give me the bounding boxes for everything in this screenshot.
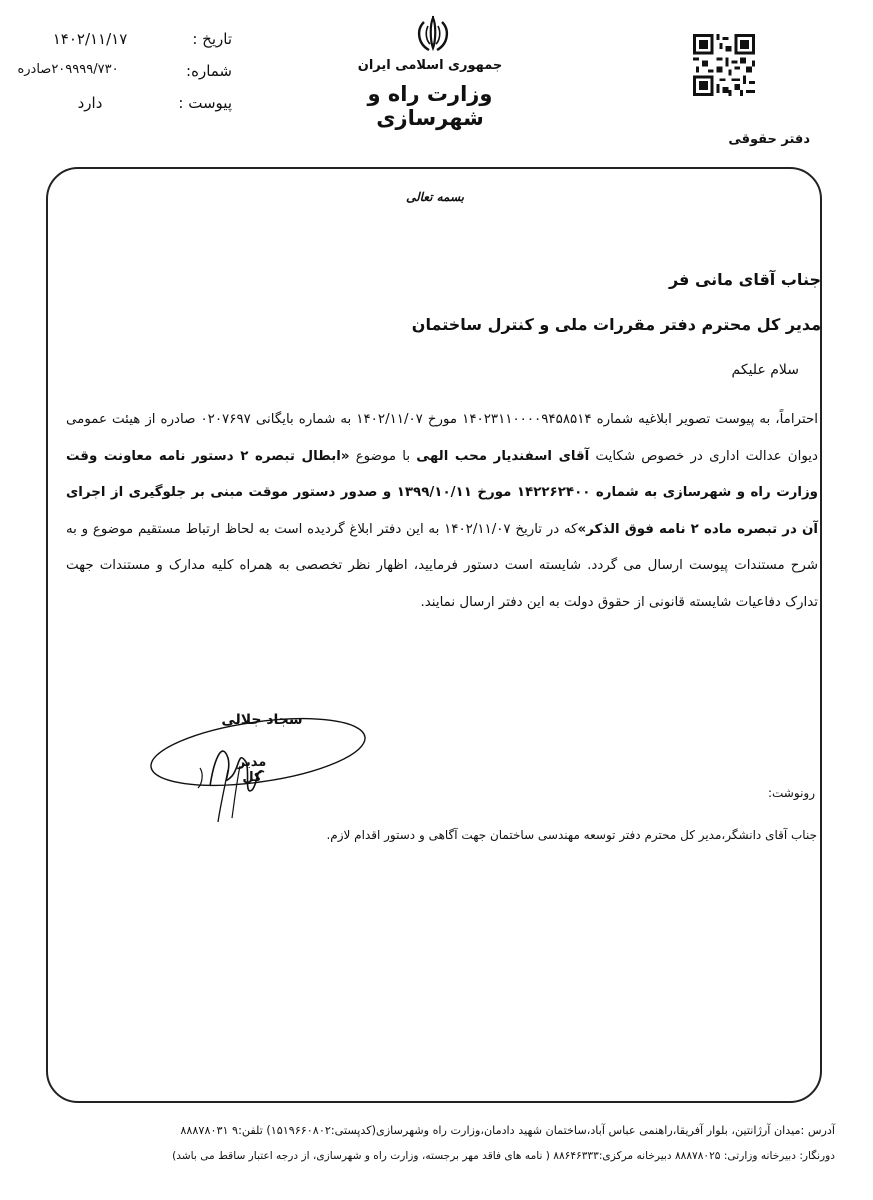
attachment-label: پیوست : — [178, 94, 232, 112]
footer-fax: دورنگار: دبیرخانه وزارتی: ۸۸۸۷۸۰۲۵ دبیرخانه مرکزی:۸۸۶۴۶۳۳۳ ( نامه های فاقد مهر برجسته، وزارت راه و شهرسازی، از درجه اعتبار ساقط می باشد) — [172, 1150, 835, 1162]
recipient-title: مدیر کل محترم دفتر مقررات ملی و کنترل ساختمان — [411, 315, 821, 334]
office-name: دفتر حقوقی — [728, 132, 810, 147]
number-value: ۲۰۹۹۹۹/۷۳۰صادره — [17, 62, 119, 77]
footer-address: آدرس :میدان آرژانتین، بلوار آفریقا،راهنمی عباس آباد،ساختمان شهید دادمان،وزارت راه وشهرسازی(کدپستی:۱۵۱۹۶۶۰۸۰۲) تلفن:۹ ۸۸۸۷۸۰۳۱ — [180, 1124, 835, 1137]
ministry-title: وزارت راه و شهرسازی — [367, 82, 493, 130]
cc-label: رونوشت: — [767, 786, 815, 800]
letter-frame — [46, 167, 822, 1103]
qr-code-icon — [693, 34, 755, 96]
letter-body — [66, 402, 818, 622]
attachment-value: دارد — [77, 94, 103, 112]
date-value: ۱۴۰۲/۱۱/۱۷ — [52, 30, 128, 48]
republic-title: جمهوری اسلامی ایران — [357, 58, 503, 73]
subject-text: «ابطال تبصره ۲ دستور نامه معاونت وقت وزارت راه و شهرسازی به شماره ۱۴۲۲۶۲۴۰۰ مورخ ۱۳۹۹/۱۰/۱۱ و صدور دستور موقت مبنی بر جلوگیری از اجرای آن در تبصره ماده ۲ نامه فوق الذکر» — [66, 448, 818, 537]
date-row — [30, 30, 270, 56]
signer-title: مدیر کل — [237, 755, 267, 785]
complainant-name: آقای اسفندیار محب الهی — [416, 448, 590, 464]
number-row — [17, 62, 270, 88]
date-label: تاریخ : — [192, 30, 232, 48]
signer-name: سجاد جلالی — [221, 712, 303, 728]
body-text-1: احتراماً، به پیوست تصویر ابلاغیه شماره ۱۴۰۲۳۱۱۰۰۰۰۹۴۵۸۵۱۴ مورخ ۱۴۰۲/۱۱/۰۷ به شماره بایگانی ۰۲۰۷۶۹۷ صادره از هیئت عمومی دیوان عدالت اداری در خصوص شکایت — [66, 412, 819, 464]
greeting: سلام علیکم — [731, 362, 799, 378]
iran-emblem-icon — [410, 14, 456, 54]
cc-text: جناب آقای دانشگر،مدیر کل محترم دفتر توسعه مهندسی ساختمان جهت آگاهی و دستور اقدام لازم. — [326, 828, 817, 842]
body-text-2: با موضوع — [349, 448, 417, 464]
recipient-name: جناب آقای مانی فر — [668, 270, 821, 289]
number-label: شماره: — [186, 62, 232, 80]
attachment-row — [30, 94, 270, 120]
body-text-3: که در تاریخ ۱۴۰۲/۱۱/۰۷ به این دفتر ابلاغ گردیده است به لحاظ ارتباط مستقیم موضوع و به شرح مستندات پیوست ارسال می گردد. شایسته است دستور فرمایید، اظهار نظر تخصصی به همراه کلیه مدارک و مستندات جهت تدارک دفاعیات شایسته قانونی از حقوق دولت به این دفتر ارسال نمایند. — [66, 521, 818, 610]
bismillah: بسمه تعالی — [405, 190, 465, 204]
